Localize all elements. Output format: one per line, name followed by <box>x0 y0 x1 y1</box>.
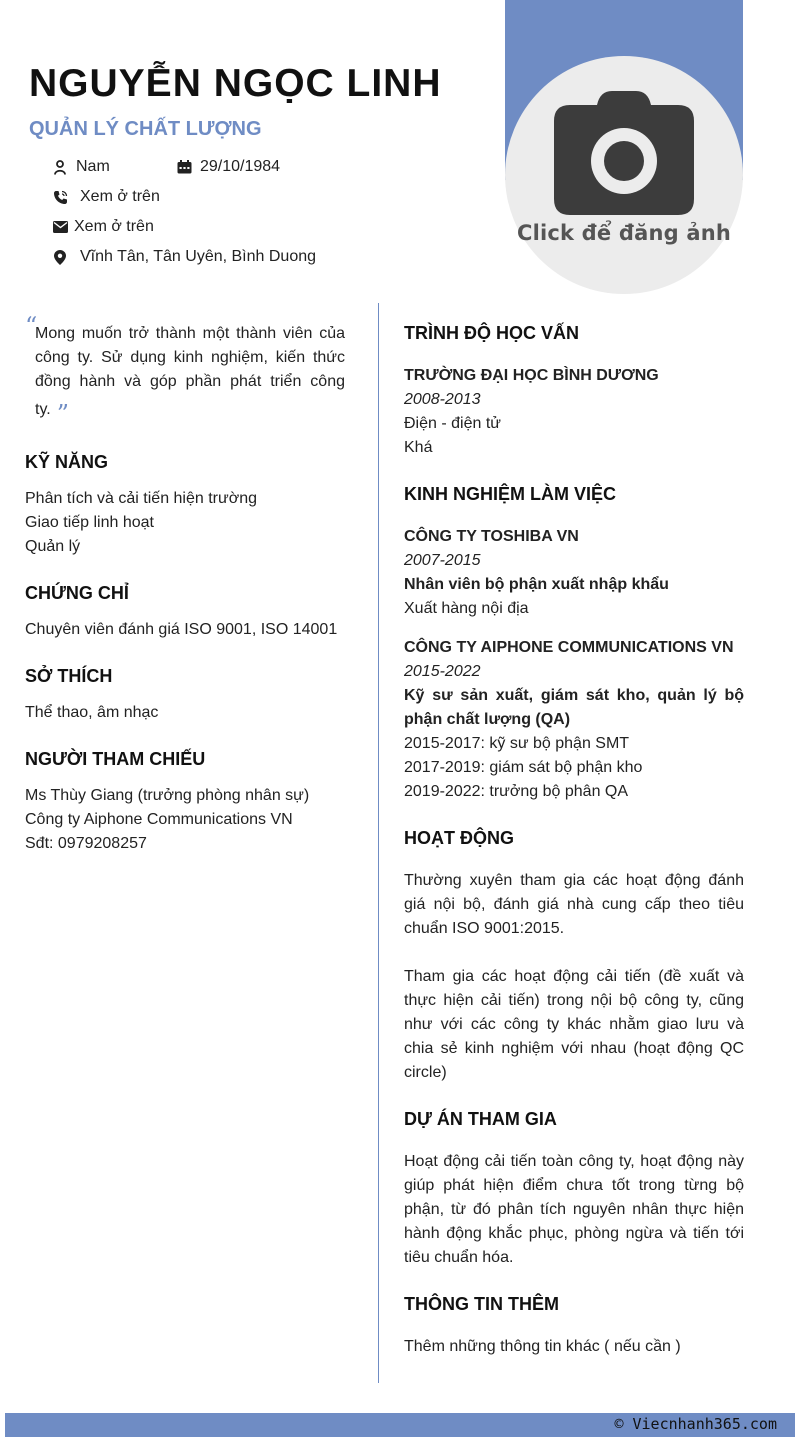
skill-item: Giao tiếp linh hoạt <box>25 514 154 531</box>
photo-upload[interactable] <box>505 56 743 294</box>
footer-copyright: © Viecnhanh365.com <box>614 1415 777 1433</box>
address-row <box>52 248 316 266</box>
job-position: Nhân viên bộ phận xuất nhập khẩu <box>404 576 669 593</box>
gender-row <box>52 158 110 176</box>
activities-title: HOẠT ĐỘNG <box>404 828 514 848</box>
skill-item: Quản lý <box>25 538 81 555</box>
left-column <box>25 312 345 856</box>
phone-row <box>52 188 160 206</box>
email-value: Xem ở trên <box>74 218 154 235</box>
location-pin-icon <box>52 249 68 265</box>
projects-section <box>404 1109 744 1270</box>
reference-line: Công ty Aiphone Communications VN <box>25 811 293 828</box>
photo-caption: Click để đăng ảnh <box>516 221 732 245</box>
phone-value: Xem ở trên <box>80 188 160 205</box>
job-detail: 2017-2019: giám sát bộ phận kho <box>404 759 643 776</box>
extra-title: THÔNG TIN THÊM <box>404 1294 559 1314</box>
right-column <box>404 323 744 1359</box>
job-title: QUẢN LÝ CHẤT LƯỢNG <box>29 118 262 140</box>
activity-paragraph: Tham gia các hoạt động cải tiến (đề xuất và thực hiện cải tiến) trong nội bộ công ty, cũng như với các công ty khác nhằm giao lưu và chia sẻ kinh nghiệm với nhau (hoạt động QC circle) <box>404 968 744 1081</box>
job-entry <box>404 525 744 621</box>
open-quote-icon: “ <box>25 312 38 340</box>
experience-title: KINH NGHIỆM LÀM VIỆC <box>404 484 617 504</box>
job-period: 2015-2022 <box>404 663 481 680</box>
address-value: Vĩnh Tân, Tân Uyên, Bình Duong <box>80 248 317 265</box>
extra-text: Thêm những thông tin khác ( nếu cần ) <box>404 1338 681 1355</box>
extra-section <box>404 1294 744 1359</box>
calendar-icon <box>176 159 192 175</box>
camera-icon <box>552 91 696 215</box>
reference-line: Sđt: 0979208257 <box>25 835 147 852</box>
candidate-name: NGUYỄN NGỌC LINH <box>29 62 442 105</box>
skill-item: Phân tích và cải tiến hiện trường <box>25 490 257 507</box>
skills-title: KỸ NĂNG <box>25 452 109 472</box>
job-detail: Xuất hàng nội địa <box>404 600 529 617</box>
reference-line: Ms Thùy Giang (trưởng phòng nhân sự) <box>25 787 310 804</box>
references-title: NGƯỜI THAM CHIẾU <box>25 749 206 769</box>
education-major: Điện - điện tử <box>404 415 501 432</box>
school-name: TRƯỜNG ĐẠI HỌC BÌNH DƯƠNG <box>404 367 659 384</box>
job-detail: 2015-2017: kỹ sư bộ phận SMT <box>404 735 630 752</box>
certificates-title: CHỨNG CHỈ <box>25 583 129 603</box>
education-period: 2008-2013 <box>404 391 481 408</box>
job-entry <box>404 636 744 804</box>
certificates-section <box>25 583 345 642</box>
activity-paragraph: Thường xuyên tham gia các hoạt động đánh giá nội bộ, đánh giá nhà cung cấp theo tiêu chuẩn ISO 9001:2015. <box>404 872 744 937</box>
hobbies-section <box>25 666 345 725</box>
objective-text: Mong muốn trở thành một thành viên của công ty. Sử dụng kinh nghiệm, kiến thức đồng hành và góp phần phát triển công ty. <box>35 325 345 418</box>
activities-section <box>404 828 744 1085</box>
birthday-value: 29/10/1984 <box>200 158 281 175</box>
job-position: Kỹ sư sản xuất, giám sát kho, quản lý bộ phận chất lượng (QA) <box>404 687 744 728</box>
company-name: CÔNG TY TOSHIBA VN <box>404 528 579 545</box>
career-objective <box>25 312 345 428</box>
column-divider <box>378 303 379 1383</box>
certificate-item: Chuyên viên đánh giá ISO 9001, ISO 14001 <box>25 621 338 638</box>
education-title: TRÌNH ĐỘ HỌC VẤN <box>404 323 579 343</box>
envelope-icon <box>52 219 68 235</box>
footer-bar <box>5 1413 795 1437</box>
hobby-item: Thể thao, âm nhạc <box>25 704 159 721</box>
project-description: Hoạt động cải tiến toàn công ty, hoạt động này giúp phát hiện điểm chưa tốt trong từng bộ phận, từ đó phân tích nguyên nhân thực hiện hành động khắc phục, phòng ngừa và tiến tới tiêu chuẩn hóa. <box>404 1153 744 1266</box>
job-period: 2007-2015 <box>404 552 481 569</box>
phone-icon <box>52 189 68 205</box>
gender-value: Nam <box>76 158 110 175</box>
email-row <box>52 218 154 236</box>
education-grade: Khá <box>404 439 433 456</box>
job-detail: 2019-2022: trưởng bộ phân QA <box>404 783 629 800</box>
close-quote-icon: ” <box>56 400 69 428</box>
experience-section <box>404 484 744 804</box>
hobbies-title: SỞ THÍCH <box>25 666 113 686</box>
birthday-row <box>176 158 280 176</box>
company-name: CÔNG TY AIPHONE COMMUNICATIONS VN <box>404 639 734 656</box>
projects-title: DỰ ÁN THAM GIA <box>404 1109 557 1129</box>
person-icon <box>52 159 68 175</box>
education-section <box>404 323 744 460</box>
skills-section <box>25 452 345 559</box>
references-section <box>25 749 345 856</box>
